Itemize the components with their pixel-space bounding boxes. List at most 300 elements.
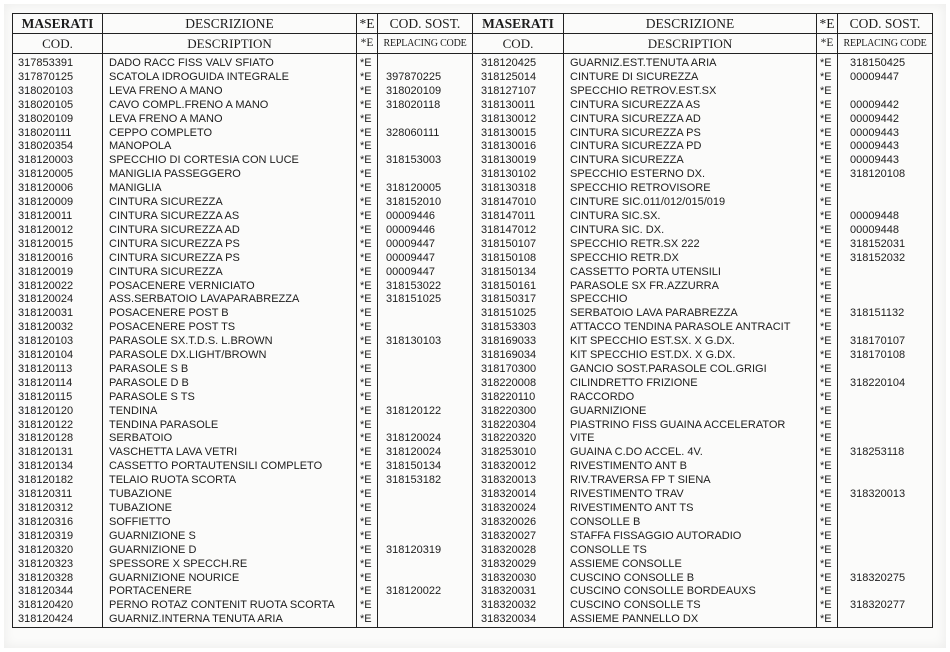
table-row — [13, 224, 933, 238]
left-description-cell: GUARNIZIONE S — [103, 530, 357, 544]
left-code-cell: 318120420 — [13, 599, 103, 613]
right-code-cell: 318169033 — [473, 335, 564, 349]
right-replacing-code-cell — [838, 293, 933, 307]
right-code-cell: 318220008 — [473, 377, 564, 391]
left-code-cell: 318120316 — [13, 516, 103, 530]
right-replacing-code-cell — [838, 544, 933, 558]
right-replacing-code-cell: 318220104 — [838, 377, 933, 391]
right-replacing-code-cell — [838, 516, 933, 530]
left-description-cell: CINTURA SICUREZZA PS — [103, 252, 357, 266]
right-replacing-code-cell — [838, 585, 933, 599]
left-replacing-code-cell — [378, 530, 473, 544]
left-e-cell: *E — [357, 210, 378, 224]
table-row — [13, 502, 933, 516]
left-replacing-code-cell — [378, 113, 473, 127]
table-row — [13, 280, 933, 294]
table-row — [13, 516, 933, 530]
right-replacing-code-cell: 00009443 — [838, 140, 933, 154]
right-replacing-code-cell — [838, 196, 933, 210]
left-e-cell: *E — [357, 196, 378, 210]
right-replacing-code-cell — [838, 432, 933, 446]
left-replacing-code-cell — [378, 377, 473, 391]
left-e-cell: *E — [357, 432, 378, 446]
right-replacing-code-cell — [838, 502, 933, 516]
right-replacing-code-cell: 318320277 — [838, 599, 933, 613]
right-code-cell: 318130019 — [473, 154, 564, 168]
left-code-cell: 318120120 — [13, 405, 103, 419]
right-replacing-code-cell: 318320275 — [838, 572, 933, 586]
right-replacing-code-cell: 318170107 — [838, 335, 933, 349]
left-e-cell: *E — [357, 599, 378, 613]
header-e-english: *E — [357, 34, 378, 54]
right-replacing-code-cell — [838, 266, 933, 280]
right-replacing-code-cell: 318320013 — [838, 488, 933, 502]
left-replacing-code-cell: 318020109 — [378, 85, 473, 99]
left-replacing-code-cell — [378, 140, 473, 154]
table-row — [13, 85, 933, 99]
right-code-cell: 318170300 — [473, 363, 564, 377]
table-row — [13, 530, 933, 544]
left-description-cell: CINTURA SICUREZZA AD — [103, 224, 357, 238]
table-row — [13, 182, 933, 196]
left-replacing-code-cell — [378, 502, 473, 516]
left-code-cell: 318120104 — [13, 349, 103, 363]
left-code-cell: 318020109 — [13, 113, 103, 127]
right-replacing-code-cell — [838, 613, 933, 627]
right-description-cell: GANCIO SOST.PARASOLE COL.GRIGI — [564, 363, 817, 377]
left-replacing-code-cell: 318153003 — [378, 154, 473, 168]
left-replacing-code-cell: 318120319 — [378, 544, 473, 558]
right-code-cell: 318220300 — [473, 405, 564, 419]
right-code-cell: 318320031 — [473, 585, 564, 599]
left-description-cell: CEPPO COMPLETO — [103, 127, 357, 141]
right-code-cell: 318130016 — [473, 140, 564, 154]
right-code-cell: 318147012 — [473, 224, 564, 238]
right-description-cell: SPECCHIO RETROVISORE — [564, 182, 817, 196]
right-description-cell: SPECCHIO RETROV.EST.SX — [564, 85, 817, 99]
table-row — [13, 599, 933, 613]
right-code-cell: 318320013 — [473, 474, 564, 488]
table-row — [13, 307, 933, 321]
right-description-cell: RIV.TRAVERSA FP T SIENA — [564, 474, 817, 488]
left-e-cell: *E — [357, 307, 378, 321]
right-description-cell: ASSIEME PANNELLO DX — [564, 613, 817, 627]
right-description-cell: CINTURA SICUREZZA PD — [564, 140, 817, 154]
left-code-cell: 318120134 — [13, 460, 103, 474]
parts-table-wrapper — [12, 13, 933, 628]
right-description-cell: VITE — [564, 432, 817, 446]
left-code-cell: 318020354 — [13, 140, 103, 154]
left-replacing-code-cell — [378, 54, 473, 71]
left-replacing-code-cell: 00009447 — [378, 266, 473, 280]
right-e-cell: *E — [817, 460, 838, 474]
table-row — [13, 544, 933, 558]
header-replacing-code-right: REPLACING CODE — [838, 34, 933, 54]
table-row — [13, 113, 933, 127]
left-description-cell: PARASOLE D B — [103, 377, 357, 391]
header-maserati-right: MASERATI — [473, 14, 564, 34]
header-descrizione-right: DESCRIZIONE — [564, 14, 817, 34]
right-description-cell: SPECCHIO — [564, 293, 817, 307]
left-e-cell: *E — [357, 585, 378, 599]
right-code-cell: 318169034 — [473, 349, 564, 363]
right-code-cell: 318127107 — [473, 85, 564, 99]
left-description-cell: SPESSORE X SPECCH.RE — [103, 558, 357, 572]
right-description-cell: SPECCHIO RETR.SX 222 — [564, 238, 817, 252]
left-code-cell: 318120009 — [13, 196, 103, 210]
left-replacing-code-cell: 318130103 — [378, 335, 473, 349]
right-e-cell: *E — [817, 419, 838, 433]
left-e-cell: *E — [357, 168, 378, 182]
right-code-cell: 318253010 — [473, 446, 564, 460]
left-description-cell: TUBAZIONE — [103, 488, 357, 502]
right-code-cell: 318125014 — [473, 71, 564, 85]
right-e-cell: *E — [817, 558, 838, 572]
left-code-cell: 318120114 — [13, 377, 103, 391]
right-description-cell: RACCORDO — [564, 391, 817, 405]
right-code-cell: 318320014 — [473, 488, 564, 502]
table-row — [13, 168, 933, 182]
table-row — [13, 474, 933, 488]
left-replacing-code-cell: 397870225 — [378, 71, 473, 85]
right-code-cell: 318220110 — [473, 391, 564, 405]
left-description-cell: POSACENERE POST B — [103, 307, 357, 321]
header-cod-sost: COD. SOST. — [378, 14, 473, 34]
left-e-cell: *E — [357, 280, 378, 294]
right-replacing-code-cell: 318170108 — [838, 349, 933, 363]
left-e-cell: *E — [357, 419, 378, 433]
right-description-cell: PARASOLE SX FR.AZZURRA — [564, 280, 817, 294]
right-code-cell: 318220304 — [473, 419, 564, 433]
left-replacing-code-cell: 318120022 — [378, 585, 473, 599]
left-description-cell: VASCHETTA LAVA VETRI — [103, 446, 357, 460]
right-e-cell: *E — [817, 488, 838, 502]
left-replacing-code-cell — [378, 321, 473, 335]
left-replacing-code-cell — [378, 168, 473, 182]
left-e-cell: *E — [357, 140, 378, 154]
right-code-cell: 318320024 — [473, 502, 564, 516]
left-code-cell: 318120012 — [13, 224, 103, 238]
left-replacing-code-cell: 328060111 — [378, 127, 473, 141]
table-row — [13, 377, 933, 391]
left-description-cell: LEVA FRENO A MANO — [103, 113, 357, 127]
left-code-cell: 317870125 — [13, 71, 103, 85]
left-replacing-code-cell — [378, 572, 473, 586]
left-description-cell: GUARNIZIONE D — [103, 544, 357, 558]
right-replacing-code-cell: 318152031 — [838, 238, 933, 252]
right-description-cell: CINTURA SICUREZZA PS — [564, 127, 817, 141]
left-e-cell: *E — [357, 85, 378, 99]
left-e-cell: *E — [357, 558, 378, 572]
right-description-cell: SPECCHIO RETR.DX — [564, 252, 817, 266]
left-code-cell: 318120113 — [13, 363, 103, 377]
right-code-cell: 318320012 — [473, 460, 564, 474]
table-row — [13, 140, 933, 154]
right-e-cell: *E — [817, 224, 838, 238]
header-e-english-right: *E — [817, 34, 838, 54]
left-e-cell: *E — [357, 113, 378, 127]
header-replacing-code: REPLACING CODE — [378, 34, 473, 54]
right-replacing-code-cell — [838, 182, 933, 196]
left-code-cell: 318120122 — [13, 419, 103, 433]
left-code-cell: 318120019 — [13, 266, 103, 280]
left-e-cell: *E — [357, 335, 378, 349]
right-code-cell: 318150108 — [473, 252, 564, 266]
table-row — [13, 321, 933, 335]
right-e-cell: *E — [817, 446, 838, 460]
left-e-cell: *E — [357, 293, 378, 307]
right-e-cell: *E — [817, 363, 838, 377]
right-code-cell: 318150134 — [473, 266, 564, 280]
right-replacing-code-cell: 00009443 — [838, 154, 933, 168]
right-code-cell: 318130015 — [473, 127, 564, 141]
table-row — [13, 405, 933, 419]
right-replacing-code-cell — [838, 460, 933, 474]
left-code-cell: 318120016 — [13, 252, 103, 266]
right-e-cell: *E — [817, 544, 838, 558]
right-description-cell: CINTURA SICUREZZA — [564, 154, 817, 168]
left-code-cell: 318120311 — [13, 488, 103, 502]
right-description-cell: CINTURA SICUREZZA AS — [564, 99, 817, 113]
right-replacing-code-cell: 318150425 — [838, 54, 933, 71]
right-replacing-code-cell: 318151132 — [838, 307, 933, 321]
right-e-cell: *E — [817, 502, 838, 516]
left-description-cell: GUARNIZ.INTERNA TENUTA ARIA — [103, 613, 357, 627]
left-description-cell: POSACENERE POST TS — [103, 321, 357, 335]
left-replacing-code-cell: 318153182 — [378, 474, 473, 488]
left-code-cell: 317853391 — [13, 54, 103, 71]
right-description-cell: CONSOLLE B — [564, 516, 817, 530]
right-replacing-code-cell: 00009448 — [838, 224, 933, 238]
right-code-cell: 318120425 — [473, 54, 564, 71]
left-description-cell: SERBATOIO — [103, 432, 357, 446]
left-e-cell: *E — [357, 363, 378, 377]
left-e-cell: *E — [357, 266, 378, 280]
left-replacing-code-cell: 00009446 — [378, 210, 473, 224]
left-e-cell: *E — [357, 391, 378, 405]
right-description-cell: STAFFA FISSAGGIO AUTORADIO — [564, 530, 817, 544]
left-code-cell: 318020103 — [13, 85, 103, 99]
left-replacing-code-cell — [378, 516, 473, 530]
parts-table-body — [13, 54, 933, 628]
right-replacing-code-cell — [838, 405, 933, 419]
left-description-cell: DADO RACC FISS VALV SFIATO — [103, 54, 357, 71]
right-e-cell: *E — [817, 140, 838, 154]
left-e-cell: *E — [357, 99, 378, 113]
left-description-cell: CAVO COMPL.FRENO A MANO — [103, 99, 357, 113]
left-code-cell: 318120006 — [13, 182, 103, 196]
table-row — [13, 99, 933, 113]
right-description-cell: RIVESTIMENTO ANT B — [564, 460, 817, 474]
left-replacing-code-cell: 318152010 — [378, 196, 473, 210]
right-replacing-code-cell — [838, 558, 933, 572]
left-e-cell: *E — [357, 405, 378, 419]
right-description-cell: CINTURE SIC.011/012/015/019 — [564, 196, 817, 210]
table-row — [13, 293, 933, 307]
right-replacing-code-cell — [838, 474, 933, 488]
left-replacing-code-cell: 318120024 — [378, 432, 473, 446]
right-e-cell: *E — [817, 238, 838, 252]
right-description-cell: KIT SPECCHIO EST.SX. X G.DX. — [564, 335, 817, 349]
left-replacing-code-cell: 318153022 — [378, 280, 473, 294]
left-code-cell: 318120103 — [13, 335, 103, 349]
right-e-cell: *E — [817, 127, 838, 141]
left-e-cell: *E — [357, 71, 378, 85]
header-maserati: MASERATI — [13, 14, 103, 34]
left-e-cell: *E — [357, 446, 378, 460]
table-row — [13, 391, 933, 405]
left-replacing-code-cell: 318120122 — [378, 405, 473, 419]
left-replacing-code-cell: 318120024 — [378, 446, 473, 460]
left-code-cell: 318120344 — [13, 585, 103, 599]
header-cod: COD. — [13, 34, 103, 54]
left-code-cell: 318120032 — [13, 321, 103, 335]
left-description-cell: PARASOLE DX.LIGHT/BROWN — [103, 349, 357, 363]
table-row — [13, 572, 933, 586]
left-description-cell: TENDINA PARASOLE — [103, 419, 357, 433]
right-code-cell: 318320034 — [473, 613, 564, 627]
left-code-cell: 318120131 — [13, 446, 103, 460]
left-e-cell: *E — [357, 377, 378, 391]
table-row — [13, 460, 933, 474]
header-cod-right: COD. — [473, 34, 564, 54]
left-description-cell: CINTURA SICUREZZA PS — [103, 238, 357, 252]
left-e-cell: *E — [357, 502, 378, 516]
right-description-cell: CASSETTO PORTA UTENSILI — [564, 266, 817, 280]
header-e-right: *E — [817, 14, 838, 34]
left-replacing-code-cell — [378, 488, 473, 502]
table-row — [13, 196, 933, 210]
right-e-cell: *E — [817, 321, 838, 335]
left-replacing-code-cell — [378, 599, 473, 613]
right-e-cell: *E — [817, 516, 838, 530]
left-code-cell: 318120115 — [13, 391, 103, 405]
left-description-cell: PERNO ROTAZ CONTENIT RUOTA SCORTA — [103, 599, 357, 613]
left-e-cell: *E — [357, 238, 378, 252]
left-e-cell: *E — [357, 224, 378, 238]
left-e-cell: *E — [357, 516, 378, 530]
table-row — [13, 349, 933, 363]
table-row — [13, 335, 933, 349]
left-replacing-code-cell: 00009446 — [378, 224, 473, 238]
right-e-cell: *E — [817, 99, 838, 113]
right-replacing-code-cell: 00009448 — [838, 210, 933, 224]
right-e-cell: *E — [817, 196, 838, 210]
table-row — [13, 127, 933, 141]
left-code-cell: 318120128 — [13, 432, 103, 446]
right-code-cell: 318320030 — [473, 572, 564, 586]
left-code-cell: 318120022 — [13, 280, 103, 294]
right-replacing-code-cell: 00009447 — [838, 71, 933, 85]
left-replacing-code-cell: 318120005 — [378, 182, 473, 196]
right-description-cell: KIT SPECCHIO EST.DX. X G.DX. — [564, 349, 817, 363]
right-e-cell: *E — [817, 85, 838, 99]
right-e-cell: *E — [817, 280, 838, 294]
right-description-cell: RIVESTIMENTO TRAV — [564, 488, 817, 502]
right-description-cell: GUAINA C.DO ACCEL. 4V. — [564, 446, 817, 460]
left-e-cell: *E — [357, 349, 378, 363]
right-replacing-code-cell — [838, 321, 933, 335]
right-e-cell: *E — [817, 266, 838, 280]
right-code-cell: 318130102 — [473, 168, 564, 182]
left-replacing-code-cell — [378, 363, 473, 377]
left-code-cell: 318120015 — [13, 238, 103, 252]
right-code-cell: 318150107 — [473, 238, 564, 252]
left-e-cell: *E — [357, 474, 378, 488]
right-e-cell: *E — [817, 599, 838, 613]
left-description-cell: MANIGLIA — [103, 182, 357, 196]
right-e-cell: *E — [817, 349, 838, 363]
header-description-right: DESCRIPTION — [564, 34, 817, 54]
right-description-cell: ATTACCO TENDINA PARASOLE ANTRACIT — [564, 321, 817, 335]
right-description-cell: CINTURA SIC.SX. — [564, 210, 817, 224]
header-cod-sost-right: COD. SOST. — [838, 14, 933, 34]
right-description-cell: GUARNIZIONE — [564, 405, 817, 419]
right-code-cell: 318320029 — [473, 558, 564, 572]
right-description-cell: CONSOLLE TS — [564, 544, 817, 558]
left-code-cell: 318120005 — [13, 168, 103, 182]
left-code-cell: 318020111 — [13, 127, 103, 141]
table-row — [13, 585, 933, 599]
table-row — [13, 613, 933, 627]
left-description-cell: PORTACENERE — [103, 585, 357, 599]
left-description-cell: LEVA FRENO A MANO — [103, 85, 357, 99]
left-code-cell: 318120319 — [13, 530, 103, 544]
right-replacing-code-cell — [838, 85, 933, 99]
right-e-cell: *E — [817, 71, 838, 85]
right-e-cell: *E — [817, 391, 838, 405]
right-code-cell: 318150161 — [473, 280, 564, 294]
right-e-cell: *E — [817, 182, 838, 196]
right-e-cell: *E — [817, 377, 838, 391]
table-row — [13, 558, 933, 572]
table-row — [13, 266, 933, 280]
left-code-cell: 318120024 — [13, 293, 103, 307]
right-replacing-code-cell: 00009442 — [838, 99, 933, 113]
right-code-cell: 318320027 — [473, 530, 564, 544]
left-description-cell: TUBAZIONE — [103, 502, 357, 516]
right-description-cell: ASSIEME CONSOLLE — [564, 558, 817, 572]
right-replacing-code-cell: 318152032 — [838, 252, 933, 266]
right-e-cell: *E — [817, 54, 838, 71]
right-replacing-code-cell — [838, 530, 933, 544]
right-e-cell: *E — [817, 613, 838, 627]
left-description-cell: PARASOLE SX.T.D.S. L.BROWN — [103, 335, 357, 349]
header-description: DESCRIPTION — [103, 34, 357, 54]
left-code-cell: 318120182 — [13, 474, 103, 488]
right-code-cell: 318150317 — [473, 293, 564, 307]
left-e-cell: *E — [357, 530, 378, 544]
right-e-cell: *E — [817, 474, 838, 488]
right-replacing-code-cell: 00009442 — [838, 113, 933, 127]
left-description-cell: CASSETTO PORTAUTENSILI COMPLETO — [103, 460, 357, 474]
header-e: *E — [357, 14, 378, 34]
left-description-cell: PARASOLE S TS — [103, 391, 357, 405]
right-e-cell: *E — [817, 585, 838, 599]
left-replacing-code-cell: 318150134 — [378, 460, 473, 474]
left-replacing-code-cell: 00009447 — [378, 238, 473, 252]
left-description-cell: SCATOLA IDROGUIDA INTEGRALE — [103, 71, 357, 85]
table-row — [13, 432, 933, 446]
right-e-cell: *E — [817, 432, 838, 446]
table-row — [13, 363, 933, 377]
right-description-cell: CUSCINO CONSOLLE BORDEAUXS — [564, 585, 817, 599]
right-code-cell: 318153303 — [473, 321, 564, 335]
left-description-cell: TELAIO RUOTA SCORTA — [103, 474, 357, 488]
left-description-cell: CINTURA SICUREZZA — [103, 196, 357, 210]
left-replacing-code-cell: 00009447 — [378, 252, 473, 266]
right-e-cell: *E — [817, 293, 838, 307]
